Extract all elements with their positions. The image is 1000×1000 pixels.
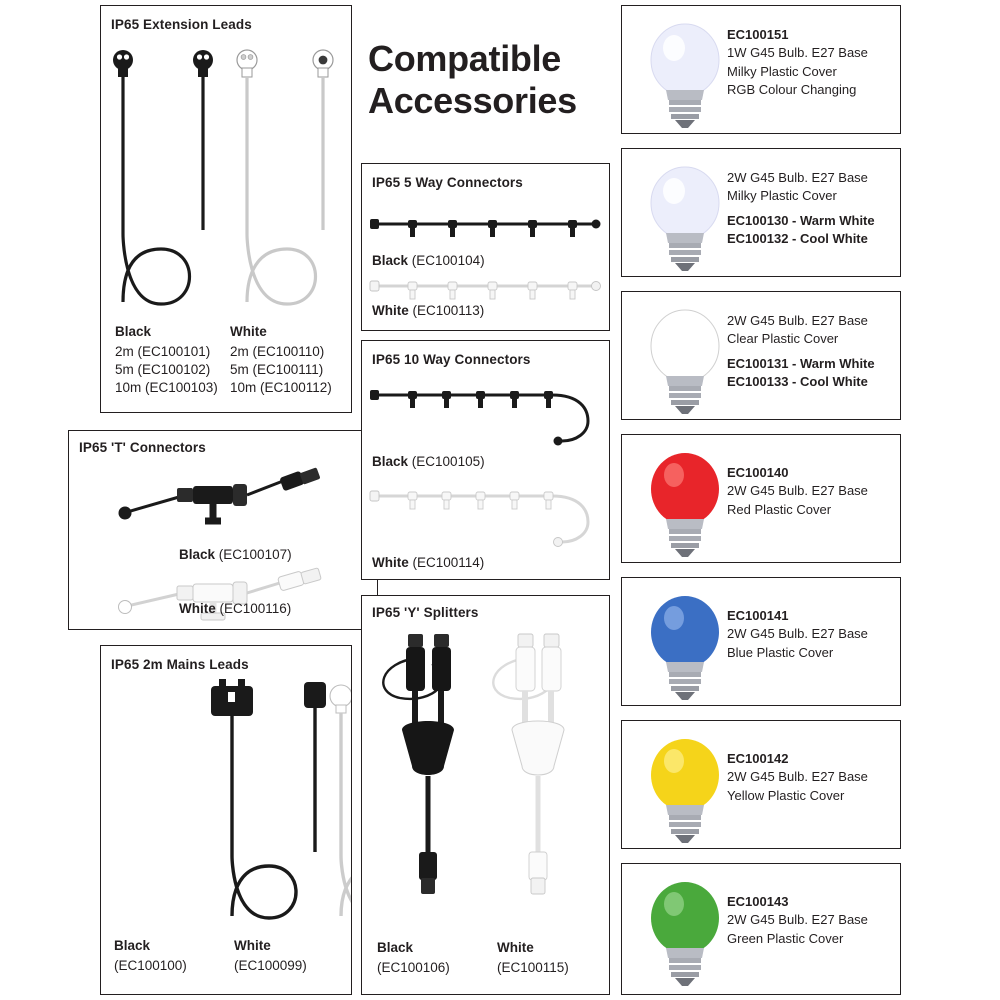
extension-leads-artwork: [101, 34, 351, 334]
panel-t-connectors-title: IP65 'T' Connectors: [79, 440, 206, 455]
bulb-card-0-text: [727, 26, 897, 100]
bulb-icon-green: [630, 870, 740, 990]
bulb-card-1-line-0: 2W G45 Bulb. E27 Base: [727, 170, 868, 185]
panel-mains-leads: [100, 645, 352, 995]
y-splitters-artwork: [362, 626, 609, 916]
page-title-line2: Accessories: [368, 80, 577, 122]
mains-leads-artwork: [101, 676, 351, 931]
bulb-icon-yellow: [630, 727, 740, 847]
t-connectors-black-label: Black (EC100107): [179, 547, 292, 562]
mains-leads-white-code: (EC100099): [234, 958, 307, 973]
extension-leads-black-item-0: 2m (EC100101): [115, 344, 211, 359]
panel-10-way-connectors: [361, 340, 610, 580]
ten-way-white-label: White (EC100114): [372, 555, 485, 570]
bulb-icon-milky-rgb: [630, 12, 740, 132]
mains-leads-white-label: White: [234, 938, 271, 953]
page-title-line1: Compatible: [368, 38, 562, 79]
bulb-card-5-code: EC100142: [727, 751, 789, 766]
bulb-card-3-line-0: 2W G45 Bulb. E27 Base: [727, 483, 868, 499]
panel-extension-leads-title: IP65 Extension Leads: [111, 17, 252, 32]
bulb-card-2-line-1: Clear Plastic Cover: [727, 331, 839, 347]
five-way-white-label: White (EC100113): [372, 303, 485, 318]
bulb-card-5-line-1: Yellow Plastic Cover: [727, 787, 845, 803]
bulb-card-0: [621, 5, 901, 134]
bulb-card-6-text: [727, 893, 902, 948]
bulb-card-4-text: [727, 607, 902, 662]
extension-leads-black-item-1: 5m (EC100102): [115, 362, 211, 377]
mains-leads-white-group: [234, 938, 307, 973]
y-splitters-black-code: (EC100106): [377, 960, 450, 975]
y-splitters-white-label: White: [497, 940, 534, 955]
mains-leads-black-code: (EC100100): [114, 958, 187, 973]
bulb-icon-clear: [630, 298, 740, 418]
bulb-card-1-line-1: Milky Plastic Cover: [727, 188, 837, 204]
bulb-card-5-text: [727, 750, 902, 805]
bulb-card-3: [621, 434, 901, 563]
panel-extension-leads: [100, 5, 352, 413]
bulb-card-6-code: EC100143: [727, 894, 789, 909]
ten-way-black-label: Black (EC100105): [372, 454, 485, 469]
bulb-card-0-line-1: Milky Plastic Cover: [727, 63, 837, 79]
panel-5-way-connectors: [361, 163, 610, 331]
bulb-card-3-line-1: Red Plastic Cover: [727, 501, 832, 517]
bulb-card-2-code-0: EC100131 - Warm White: [727, 355, 875, 371]
bulb-card-1-code-1: EC100132 - Cool White: [727, 231, 868, 247]
t-connector-white-artwork: [69, 566, 377, 628]
extension-leads-white-group: [230, 324, 332, 395]
five-way-black-label: Black (EC100104): [372, 253, 485, 268]
bulb-card-0-line-0: 1W G45 Bulb. E27 Base: [727, 45, 868, 61]
bulb-card-1-text: [727, 169, 902, 249]
extension-leads-black-group: [115, 324, 218, 395]
page-title: [368, 38, 618, 123]
bulb-card-5-line-0: 2W G45 Bulb. E27 Base: [727, 769, 868, 785]
mains-leads-black-group: [114, 938, 187, 973]
bulb-card-2-text: [727, 312, 902, 392]
bulb-card-1-code-0: EC100130 - Warm White: [727, 212, 875, 228]
bulb-card-5: [621, 720, 901, 849]
bulb-card-3-text: [727, 464, 902, 519]
bulb-card-3-code: EC100140: [727, 465, 789, 480]
bulb-card-1: [621, 148, 901, 277]
mains-leads-black-label: Black: [114, 938, 151, 953]
bulb-card-6-line-0: 2W G45 Bulb. E27 Base: [727, 912, 868, 928]
extension-leads-white-item-1: 5m (EC100111): [230, 362, 324, 377]
panel-y-splitters: [361, 595, 610, 995]
extension-leads-white-item-2: 10m (EC100112): [230, 380, 332, 395]
y-splitters-white-group: [497, 940, 569, 975]
t-connectors-white-label: White (EC100116): [179, 601, 292, 616]
bulb-icon-red: [630, 441, 740, 561]
extension-leads-white-label: White: [230, 324, 267, 339]
bulb-card-2: [621, 291, 901, 420]
panel-t-connectors: [68, 430, 378, 630]
bulb-card-2-line-0: 2W G45 Bulb. E27 Base: [727, 313, 868, 328]
bulb-icon-blue: [630, 584, 740, 704]
y-splitters-black-group: [377, 940, 450, 975]
bulb-card-4: [621, 577, 901, 706]
bulb-card-6: [621, 863, 901, 995]
t-connector-black-artwork: [69, 457, 377, 547]
panel-10-way-title: IP65 10 Way Connectors: [372, 352, 531, 367]
y-splitters-black-label: Black: [377, 940, 414, 955]
panel-mains-leads-title: IP65 2m Mains Leads: [111, 657, 249, 672]
bulb-card-2-code-1: EC100133 - Cool White: [727, 374, 868, 390]
ten-way-black-artwork: [362, 375, 609, 447]
ten-way-white-artwork: [362, 476, 609, 556]
bulb-card-4-line-1: Blue Plastic Cover: [727, 644, 834, 660]
panel-5-way-title: IP65 5 Way Connectors: [372, 175, 523, 190]
bulb-card-6-line-1: Green Plastic Cover: [727, 930, 844, 946]
bulb-card-0-code: EC100151: [727, 27, 789, 42]
extension-leads-black-label: Black: [115, 324, 152, 339]
y-splitters-white-code: (EC100115): [497, 960, 569, 975]
extension-leads-white-item-0: 2m (EC100110): [230, 344, 325, 359]
bulb-icon-milky: [630, 155, 740, 275]
extension-leads-black-item-2: 10m (EC100103): [115, 380, 218, 395]
bulb-card-4-line-0: 2W G45 Bulb. E27 Base: [727, 626, 868, 642]
bulb-card-4-code: EC100141: [727, 608, 789, 623]
five-way-black-artwork: [362, 200, 609, 246]
bulb-card-0-line-2: RGB Colour Changing: [727, 82, 857, 98]
panel-y-splitters-title: IP65 'Y' Splitters: [372, 605, 479, 620]
